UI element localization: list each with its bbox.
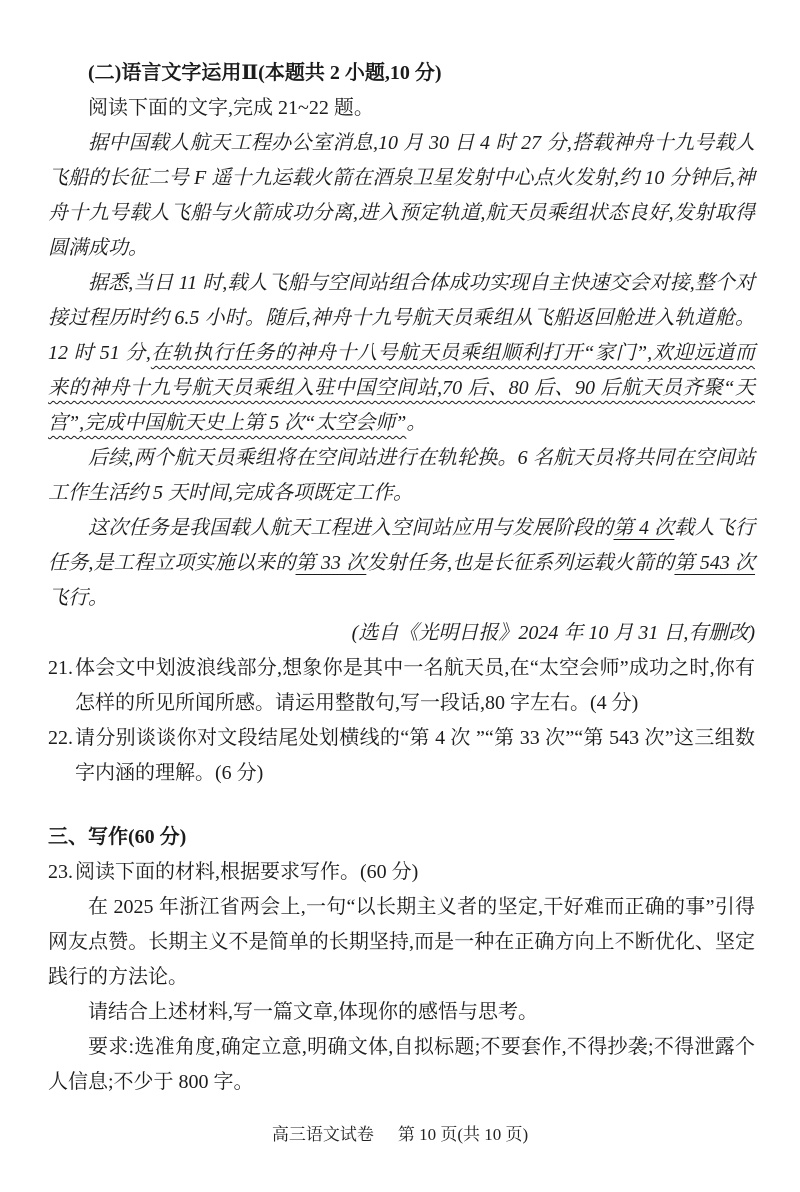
question-22-number: 22. xyxy=(48,727,73,749)
passage-paragraph-2 xyxy=(48,266,755,441)
question-21-text: 体会文中划波浪线部分,想象你是其中一名航天员,在“太空会师”成功之时,你有怎样的所见所闻所感。请运用整散句,写一段话,80 字左右。(4 分) xyxy=(75,657,755,714)
question-23 xyxy=(48,855,755,890)
reading-instruction: 阅读下面的文字,完成 21~22 题。 xyxy=(88,97,374,119)
passage-source-citation: (选自《光明日报》2024 年 10 月 31 日,有删改) xyxy=(351,622,755,644)
passage-p4-seg4: 飞行。 xyxy=(48,587,108,609)
passage-p2-lead: 据悉,当日 11 时,载人飞船与空间站组合体成功实现自主快速交会对接,整个对接过程历时约 6.5 小时。随后,神舟十九号航天员乘组从飞船返回舱进入轨道舱。12 时 51 分, xyxy=(48,272,755,364)
essay-requirements: 要求:选准角度,确定立意,明确文体,自拟标题;不要套作,不得抄袭;不得泄露个人信息;不少于 800 字。 xyxy=(48,1036,755,1093)
essay-material: 在 2025 年浙江省两会上,一句“以长期主义者的坚定,干好难而正确的事”引得网友点赞。长期主义不是简单的长期坚持,而是一种在正确方向上不断优化、坚定践行的方法论。 xyxy=(48,896,755,988)
underlined-4th-mission: 第 4 次 xyxy=(613,517,675,539)
page-footer xyxy=(0,1122,800,1148)
essay-instruction: 请结合上述材料,写一篇文章,体现你的感悟与思考。 xyxy=(88,1001,538,1023)
passage-p4-seg2: 载人飞行任务,是工程立项实施以来的 xyxy=(48,517,756,574)
section2-heading: (二)语言文字运用Ⅱ(本题共 2 小题,10 分) xyxy=(88,62,442,84)
question-21-number: 21. xyxy=(48,657,73,679)
passage-paragraph-3: 后续,两个航天员乘组将在空间站进行在轨轮换。6 名航天员将共同在空间站工作生活约 5 天时间,完成各项既定工作。 xyxy=(48,447,755,504)
question-23-text: 阅读下面的材料,根据要求写作。(60 分) xyxy=(75,861,419,883)
section3-heading: 三、写作(60 分) xyxy=(48,826,187,848)
passage-p4-seg1: 这次任务是我国载人航天工程进入空间站应用与发展阶段的 xyxy=(88,517,614,539)
question-22-text: 请分别谈谈你对文段结尾处划横线的“第 4 次 ”“第 33 次”“第 543 次”这三组数字内涵的理解。(6 分) xyxy=(75,727,755,784)
passage-paragraph-1: 据中国载人航天工程办公室消息,10 月 30 日 4 时 27 分,搭载神舟十九号载人飞船的长征二号 F 遥十九运载火箭在酒泉卫星发射中心点火发射,约 10 分钟后,神舟十九号载人飞船与火箭成功分离,进入预定轨道,航天员乘组状态良好,发射取得圆满成功。 xyxy=(48,132,755,259)
underlined-543rd-flight: 第 543 次 xyxy=(674,552,756,574)
underlined-33rd-launch: 第 33 次 xyxy=(295,552,367,574)
footer-exam-title: 高三语文试卷 xyxy=(271,1125,374,1144)
question-21 xyxy=(48,651,755,721)
passage-p4-seg3: 发射任务,也是长征系列运载火箭的 xyxy=(366,552,675,574)
question-22 xyxy=(48,721,755,791)
wavy-underlined-text: 在轨执行任务的神舟十八号航天员乘组顺利打开“家门”,欢迎远道而来的神舟十九号航天员乘组入驻中国空间站,70 后、80 后、90 后航天员齐聚“天宫”,完成中国航天史上第 5 次“太空会师” xyxy=(48,342,756,434)
footer-page-number: 第 10 页(共 10 页) xyxy=(397,1125,529,1144)
question-23-number: 23. xyxy=(48,861,73,883)
passage-p2-period: 。 xyxy=(406,412,427,434)
passage-paragraph-4 xyxy=(48,511,755,616)
